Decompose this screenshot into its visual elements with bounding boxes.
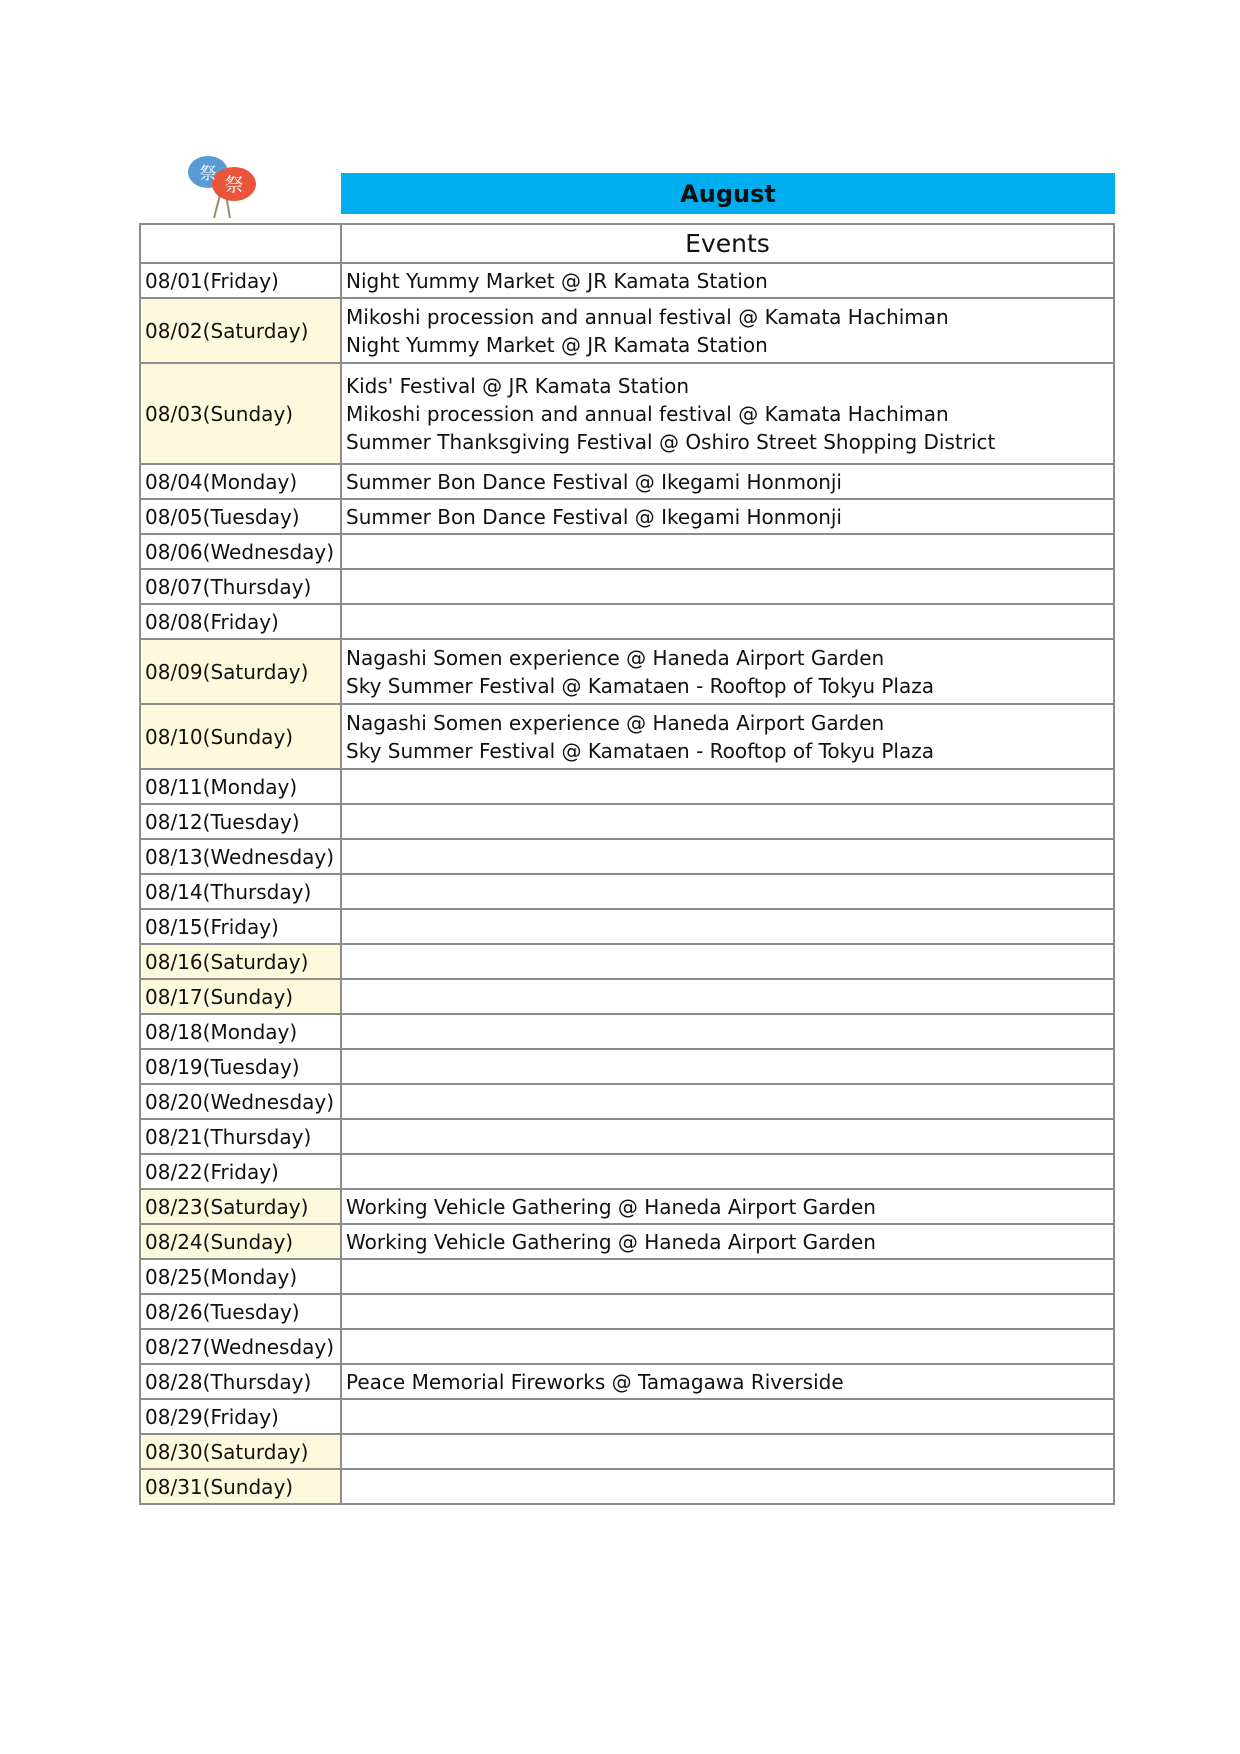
day-row <box>140 1434 1114 1469</box>
day-row <box>140 263 1114 298</box>
event-item: Summer Bon Dance Festival @ Ikegami Honmonji <box>346 504 842 529</box>
event-item: Mikoshi procession and annual festival @ Kamata Hachiman <box>346 304 949 329</box>
events-cell <box>341 909 1114 944</box>
date-cell: 08/29(Friday) <box>140 1399 341 1434</box>
events-cell <box>341 263 1114 298</box>
events-cell <box>341 1014 1114 1049</box>
day-row <box>140 769 1114 804</box>
day-row <box>140 639 1114 704</box>
day-row <box>140 1294 1114 1329</box>
day-row <box>140 839 1114 874</box>
date-cell: 08/08(Friday) <box>140 604 341 639</box>
header-date-cell <box>140 224 341 263</box>
events-cell <box>341 769 1114 804</box>
events-cell <box>341 1469 1114 1504</box>
event-item: Sky Summer Festival @ Kamataen - Rooftop of Tokyu Plaza <box>346 738 934 763</box>
date-cell: 08/04(Monday) <box>140 464 341 499</box>
header-row <box>140 224 1114 263</box>
events-calendar-table <box>139 223 1115 1505</box>
date-cell: 08/21(Thursday) <box>140 1119 341 1154</box>
events-cell <box>341 534 1114 569</box>
day-row <box>140 298 1114 363</box>
calendar-body <box>140 224 1114 1504</box>
date-cell: 08/23(Saturday) <box>140 1189 341 1224</box>
date-cell: 08/17(Sunday) <box>140 979 341 1014</box>
event-item: Summer Thanksgiving Festival @ Oshiro Street Shopping District <box>346 429 996 454</box>
day-row <box>140 909 1114 944</box>
event-item: Kids' Festival @ JR Kamata Station <box>346 373 690 398</box>
date-cell: 08/06(Wednesday) <box>140 534 341 569</box>
event-item: Nagashi Somen experience @ Haneda Airport Garden <box>346 645 885 670</box>
events-cell <box>341 499 1114 534</box>
events-cell <box>341 1399 1114 1434</box>
events-cell <box>341 1364 1114 1399</box>
fan-glyph-blue: 祭 <box>199 164 217 184</box>
date-cell: 08/16(Saturday) <box>140 944 341 979</box>
day-row <box>140 1224 1114 1259</box>
date-cell: 08/20(Wednesday) <box>140 1084 341 1119</box>
day-row <box>140 1189 1114 1224</box>
date-cell: 08/10(Sunday) <box>140 704 341 769</box>
events-cell <box>341 464 1114 499</box>
events-cell <box>341 1329 1114 1364</box>
date-cell: 08/19(Tuesday) <box>140 1049 341 1084</box>
events-cell <box>341 1259 1114 1294</box>
events-cell <box>341 874 1114 909</box>
date-cell: 08/03(Sunday) <box>140 363 341 464</box>
events-cell <box>341 1294 1114 1329</box>
events-cell <box>341 569 1114 604</box>
date-cell: 08/09(Saturday) <box>140 639 341 704</box>
date-cell: 08/25(Monday) <box>140 1259 341 1294</box>
event-item: Peace Memorial Fireworks @ Tamagawa Riverside <box>346 1369 844 1394</box>
fan-glyph-red: 祭 <box>224 174 244 196</box>
month-title: August <box>680 179 776 208</box>
date-cell: 08/02(Saturday) <box>140 298 341 363</box>
date-cell: 08/30(Saturday) <box>140 1434 341 1469</box>
date-cell: 08/18(Monday) <box>140 1014 341 1049</box>
day-row <box>140 1084 1114 1119</box>
day-row <box>140 944 1114 979</box>
day-row <box>140 1364 1114 1399</box>
date-cell: 08/11(Monday) <box>140 769 341 804</box>
day-row <box>140 704 1114 769</box>
events-cell <box>341 1119 1114 1154</box>
day-row <box>140 1119 1114 1154</box>
events-cell <box>341 604 1114 639</box>
day-row <box>140 569 1114 604</box>
day-row <box>140 874 1114 909</box>
day-row <box>140 1329 1114 1364</box>
date-cell: 08/28(Thursday) <box>140 1364 341 1399</box>
date-cell: 08/27(Wednesday) <box>140 1329 341 1364</box>
date-cell: 08/12(Tuesday) <box>140 804 341 839</box>
events-cell <box>341 1189 1114 1224</box>
events-cell <box>341 944 1114 979</box>
date-cell: 08/14(Thursday) <box>140 874 341 909</box>
festival-fans-icon <box>180 150 270 220</box>
date-cell: 08/22(Friday) <box>140 1154 341 1189</box>
events-cell <box>341 298 1114 363</box>
events-cell <box>341 979 1114 1014</box>
festival-fans-svg <box>180 150 270 220</box>
event-item: Nagashi Somen experience @ Haneda Airport Garden <box>346 710 885 735</box>
day-row <box>140 1259 1114 1294</box>
day-row <box>140 804 1114 839</box>
date-cell: 08/01(Friday) <box>140 263 341 298</box>
events-cell <box>341 704 1114 769</box>
event-item: Working Vehicle Gathering @ Haneda Airport Garden <box>346 1229 876 1254</box>
date-cell: 08/05(Tuesday) <box>140 499 341 534</box>
day-row <box>140 979 1114 1014</box>
events-cell <box>341 804 1114 839</box>
events-cell <box>341 1434 1114 1469</box>
day-row <box>140 1049 1114 1084</box>
events-cell <box>341 1049 1114 1084</box>
day-row <box>140 534 1114 569</box>
events-cell <box>341 639 1114 704</box>
events-cell <box>341 1224 1114 1259</box>
date-cell: 08/31(Sunday) <box>140 1469 341 1504</box>
day-row <box>140 499 1114 534</box>
day-row <box>140 1399 1114 1434</box>
date-cell: 08/15(Friday) <box>140 909 341 944</box>
event-item: Sky Summer Festival @ Kamataen - Rooftop of Tokyu Plaza <box>346 673 934 698</box>
events-cell <box>341 363 1114 464</box>
day-row <box>140 1154 1114 1189</box>
day-row <box>140 604 1114 639</box>
events-header: Events <box>341 224 1114 263</box>
event-item: Summer Bon Dance Festival @ Ikegami Honmonji <box>346 469 842 494</box>
event-item: Working Vehicle Gathering @ Haneda Airport Garden <box>346 1194 876 1219</box>
day-row <box>140 464 1114 499</box>
date-cell: 08/07(Thursday) <box>140 569 341 604</box>
day-row <box>140 1014 1114 1049</box>
day-row <box>140 363 1114 464</box>
event-item: Night Yummy Market @ JR Kamata Station <box>346 332 768 357</box>
events-cell <box>341 839 1114 874</box>
month-title-bar <box>341 173 1115 214</box>
events-cell <box>341 1084 1114 1119</box>
event-item: Mikoshi procession and annual festival @ Kamata Hachiman <box>346 401 949 426</box>
date-cell: 08/26(Tuesday) <box>140 1294 341 1329</box>
date-cell: 08/24(Sunday) <box>140 1224 341 1259</box>
events-cell <box>341 1154 1114 1189</box>
event-item: Night Yummy Market @ JR Kamata Station <box>346 268 768 293</box>
day-row <box>140 1469 1114 1504</box>
date-cell: 08/13(Wednesday) <box>140 839 341 874</box>
